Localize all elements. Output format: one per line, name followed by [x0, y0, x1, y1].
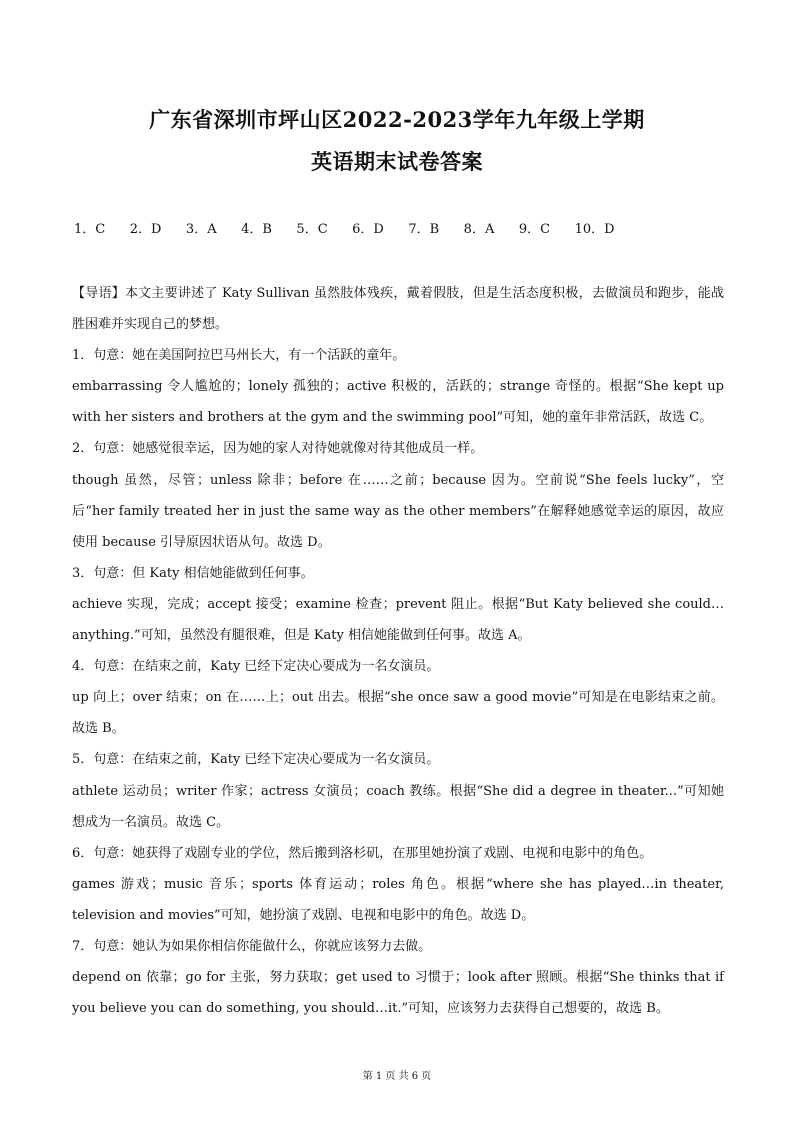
answer-item: 7．B	[408, 222, 440, 237]
item-meaning: 6．句意：她获得了戏剧专业的学位，然后搬到洛杉矶，在那里她扮演了戏剧、电视和电影中的角色。	[72, 845, 653, 861]
item-meaning: 2．句意：她感觉很幸运，因为她的家人对待她就像对待其他成员一样。	[72, 441, 484, 457]
answer-item: 8．A	[463, 222, 495, 237]
answer-item: 9．C	[518, 222, 551, 237]
item-explanation: athlete 运动员；writer 作家；actress 女演员；coach 教练。根据“She did a degree in theater...”可知她想成为一名演员。故选 C。	[72, 783, 724, 830]
answer-key	[74, 218, 734, 237]
item-meaning: 4．句意：在结束之前，Katy 已经下定决心要成为一名女演员。	[72, 659, 440, 675]
explanation-body	[72, 278, 724, 1024]
answer-item: 10．D	[574, 222, 615, 237]
answer-item: 3．A	[185, 222, 217, 237]
item-explanation: though 虽然，尽管；unless 除非；before 在……之前；because 因为。空前说“She feels lucky”，空后“her family treated her in just the same way as the other members”在解释她感觉幸运的原因，故应使用 because 引导原因状语从句。故选 D。	[72, 472, 724, 550]
item-explanation: up 向上；over 结束；on 在……上；out 出去。根据“she once saw a good movie”可知是在电影结束之前。故选 B。	[72, 690, 724, 737]
item-explanation: games 游戏；music 音乐；sports 体育运动；roles 角色。根据“where she has played…in theater, television and movies”可知，她扮演了戏剧、电视和电影中的角色。故选 D。	[72, 876, 724, 923]
answer-item: 2．D	[129, 222, 162, 237]
answer-item: 1．C	[74, 222, 106, 237]
answer-item: 6．D	[352, 222, 384, 237]
item-explanation: depend on 依靠；go for 主张，努力获取；get used to 习惯于；look after 照顾。根据“She thinks that if you believe you can do something, you should…it.”可知，应该努力去获得自己想要的，故选 B。	[72, 970, 724, 1017]
item-meaning: 3．句意：但 Katy 相信她能做到任何事。	[72, 565, 314, 581]
item-meaning: 7．句意：她认为如果你相信你能做什么，你就应该努力去做。	[72, 938, 432, 954]
page-footer: 第 1 页 共 6 页	[362, 1071, 432, 1082]
guide-paragraph: 【导语】本文主要讲述了 Katy Sullivan 虽然肢体残疾，戴着假肢，但是生活态度积极，去做演员和跑步，能战胜困难并实现自己的梦想。	[72, 286, 724, 333]
answer-item: 5．C	[296, 222, 328, 237]
answer-item: 4．B	[241, 222, 272, 237]
document-title-line1: 广东省深圳市坪山区2022-2023学年九年级上学期	[149, 107, 645, 132]
item-explanation: achieve 实现，完成；accept 接受；examine 检查；prevent 阻止。根据“But Katy believed she could…anything.”可知，虽然没有腿很难，但是 Katy 相信她能做到任何事。故选 A。	[72, 596, 724, 644]
item-meaning: 5．句意：在结束之前，Katy 已经下定决心要成为一名女演员。	[72, 752, 440, 768]
document-title-line2: 英语期末试卷答案	[311, 149, 483, 174]
item-explanation: embarrassing 令人尴尬的；lonely 孤独的；active 积极的，活跃的；strange 奇怪的。根据“She kept up with her sisters and brothers at the gym and the swimming pool”可知，她的童年非常活跃，故选 C。	[72, 379, 724, 426]
item-meaning: 1．句意：她在美国阿拉巴马州长大，有一个活跃的童年。	[72, 348, 406, 364]
